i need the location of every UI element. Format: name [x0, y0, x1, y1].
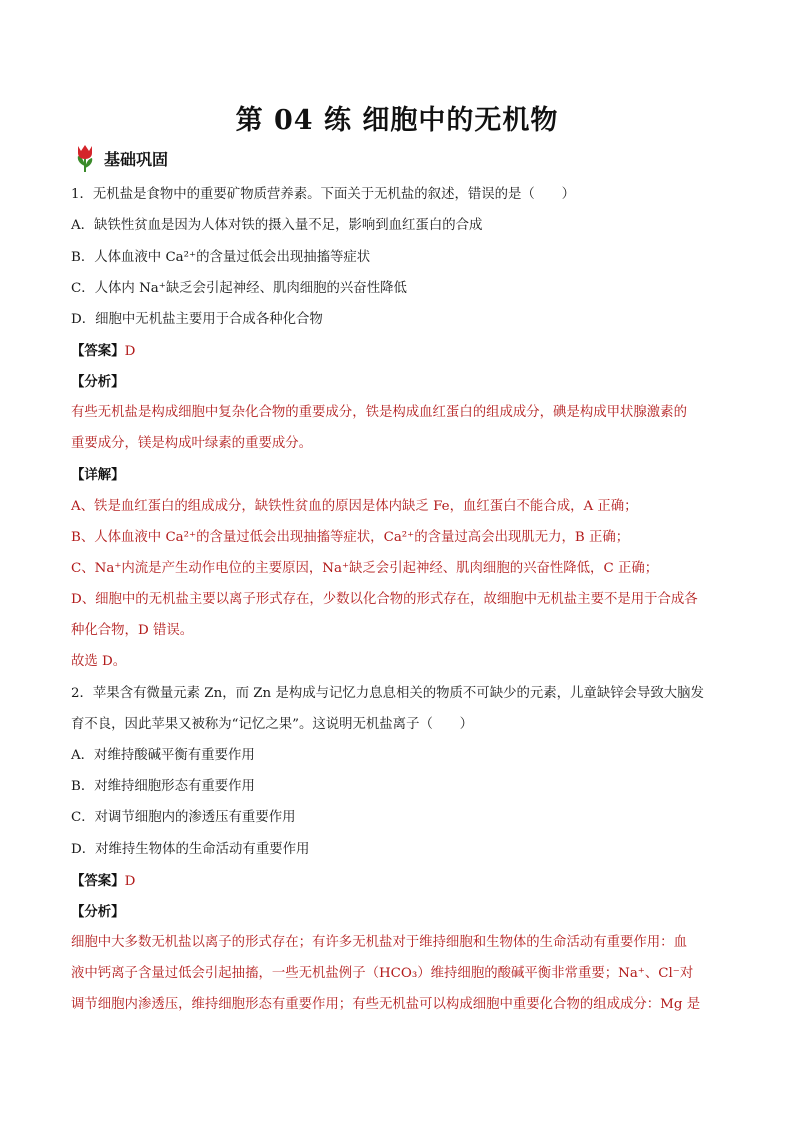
q2-option-c: C．对调节细胞内的渗透压有重要作用	[71, 810, 296, 825]
answer-label: 【答案】	[71, 873, 125, 889]
answer-value: D	[124, 874, 136, 889]
q1-option-c: C．人体内 Na⁺缺乏会引起神经、肌肉细胞的兴奋性降低	[71, 281, 407, 296]
q1-detail-line: D、细胞中的无机盐主要以离子形式存在，少数以化合物的形式存在，故细胞中无机盐主要不是用于合成各	[71, 592, 698, 607]
q1-option-b: B．人体血液中 Ca²⁺的含量过低会出现抽搐等症状	[71, 250, 371, 265]
q1-detail-line: 种化合物，D 错误。	[71, 623, 194, 638]
q2-analysis-line: 液中钙离子含量过低会引起抽搐，一些无机盐例子（HCO₃）维持细胞的酸碱平衡非常重要；Na⁺、Cl⁻对	[71, 966, 694, 981]
page-title: 第 04 练 细胞中的无机物	[235, 105, 559, 136]
q1-conclusion: 故选 D。	[71, 654, 127, 669]
q2-option-b: B．对维持细胞形态有重要作用	[71, 779, 255, 794]
q1-detail-line: A、铁是血红蛋白的组成成分，缺铁性贫血的原因是体内缺乏 Fe，血红蛋白不能合成，A 正确；	[71, 499, 638, 514]
q2-option-d: D．对维持生物体的生命活动有重要作用	[71, 842, 310, 857]
q2-option-a: A．对维持酸碱平衡有重要作用	[71, 748, 255, 763]
q1-detail-label: 【详解】	[71, 467, 125, 483]
q1-stem: 1．无机盐是食物中的重要矿物质营养素。下面关于无机盐的叙述，错误的是（ ）	[71, 187, 575, 202]
q1-detail-line: B、人体血液中 Ca²⁺的含量过低会出现抽搐等症状，Ca²⁺的含量过高会出现肌无力，B 正确；	[71, 530, 630, 545]
q1-detail-line: C、Na⁺内流是产生动作电位的主要原因，Na⁺缺乏会引起神经、肌肉细胞的兴奋性降低，C 正确；	[71, 561, 659, 576]
q2-stem-line: 2．苹果含有微量元素 Zn，而 Zn 是构成与记忆力息息相关的物质不可缺少的元素，儿童缺锌会导致大脑发	[71, 686, 704, 701]
q2-answer	[71, 872, 723, 891]
q1-option-a: A．缺铁性贫血是因为人体对铁的摄入量不足，影响到血红蛋白的合成	[71, 218, 483, 233]
answer-label: 【答案】	[71, 343, 125, 359]
q2-analysis-line: 调节细胞内渗透压，维持细胞形态有重要作用；有些无机盐可以构成细胞中重要化合物的组成成分：Mg 是	[71, 997, 701, 1012]
section-header	[72, 142, 168, 174]
answer-value: D	[124, 344, 136, 359]
q1-analysis-label: 【分析】	[71, 374, 125, 390]
q1-analysis-line: 重要成分，镁是构成叶绿素的重要成分。	[71, 436, 313, 451]
tulip-icon	[72, 142, 98, 174]
q1-answer	[71, 342, 723, 361]
q2-analysis-label: 【分析】	[71, 904, 125, 920]
q2-stem-line: 育不良，因此苹果又被称为“记忆之果”。这说明无机盐离子（ ）	[71, 717, 474, 732]
q1-analysis-line: 有些无机盐是构成细胞中复杂化合物的重要成分，铁是构成血红蛋白的组成成分，碘是构成甲状腺激素的	[71, 405, 687, 420]
q2-analysis-line: 细胞中大多数无机盐以离子的形式存在；有许多无机盐对于维持细胞和生物体的生命活动有重要作用：血	[71, 935, 687, 950]
q1-option-d: D．细胞中无机盐主要用于合成各种化合物	[71, 312, 323, 327]
section-label: 基础巩固	[104, 149, 169, 169]
